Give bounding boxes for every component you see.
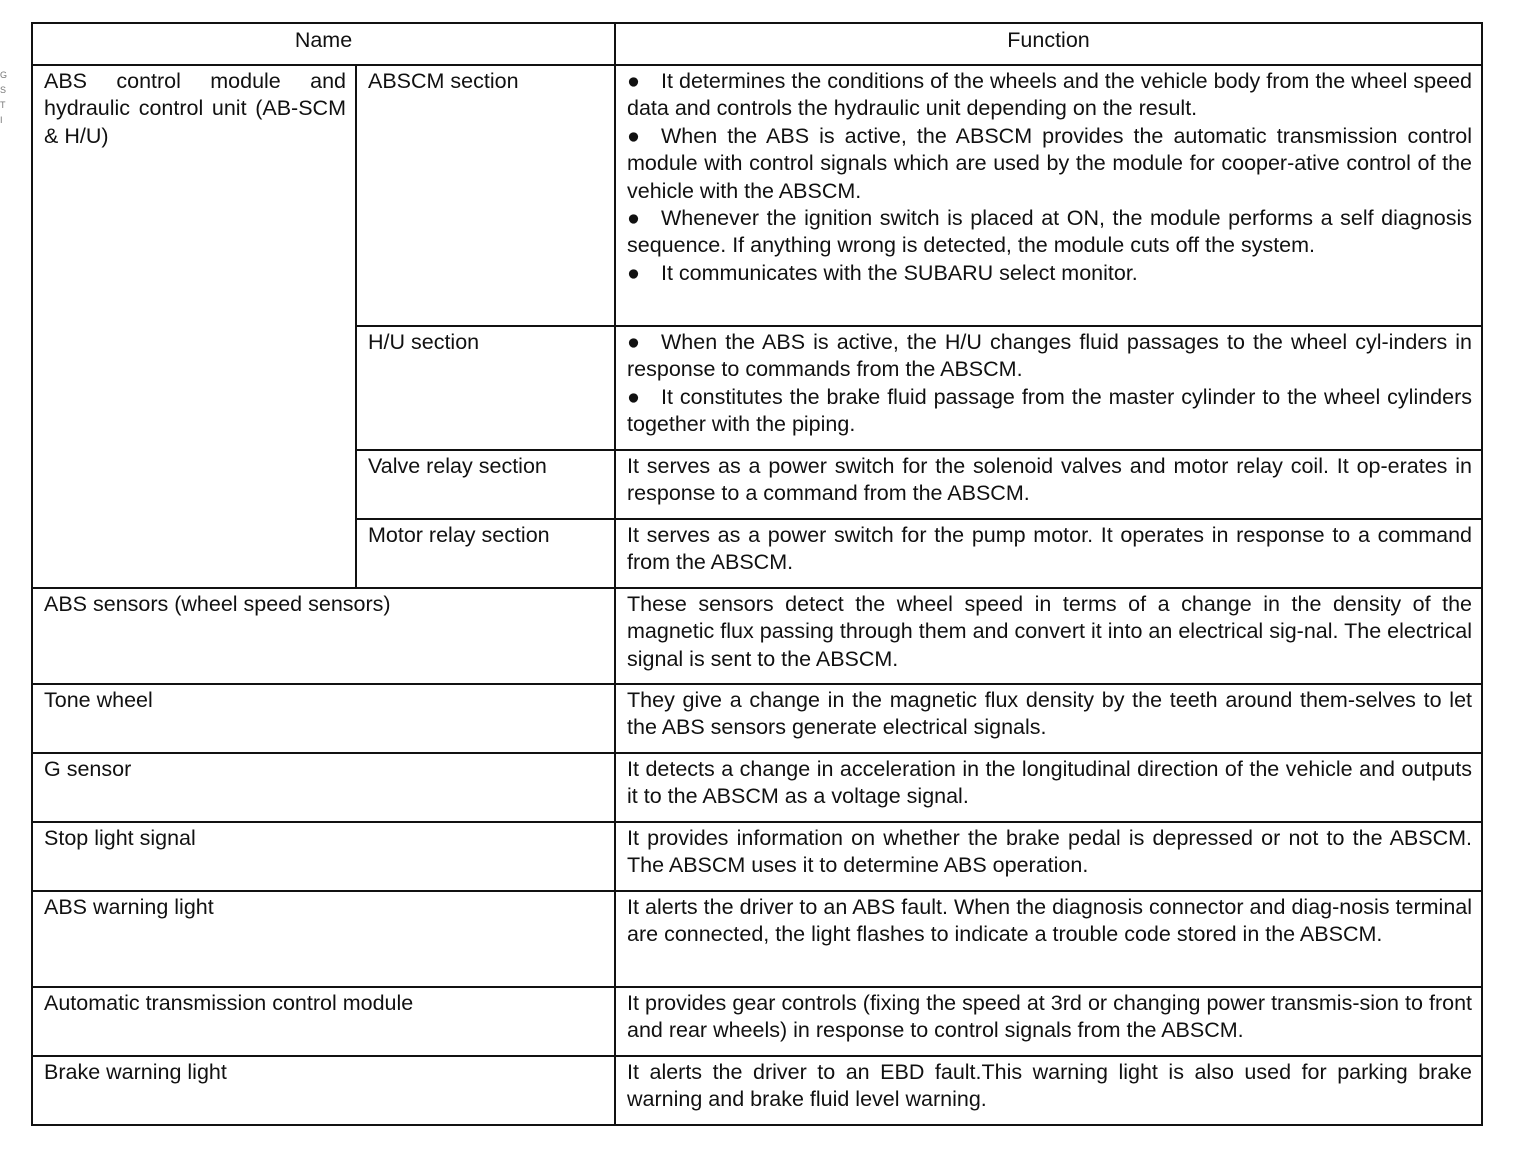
section-name: Valve relay section	[356, 450, 615, 519]
component-function: They give a change in the magnetic flux density by the teeth around them-selves to let the ABS sensors generate electrical signals.	[615, 684, 1482, 753]
section-function: It serves as a power switch for the pump motor. It operates in response to a command from the ABSCM.	[615, 519, 1482, 588]
component-name: G sensor	[32, 753, 615, 822]
table-row	[32, 753, 1482, 822]
list-item	[627, 123, 1472, 205]
table-row	[32, 822, 1482, 891]
list-item	[627, 68, 1472, 123]
bullet-icon: ●	[627, 206, 641, 231]
abs-component-table	[31, 22, 1483, 1126]
table-row	[32, 891, 1482, 987]
table-row	[32, 987, 1482, 1056]
bullet-icon: ●	[627, 330, 641, 354]
component-name: ABS sensors (wheel speed sensors)	[32, 588, 615, 684]
table-row	[32, 1056, 1482, 1125]
list-item	[627, 329, 1472, 384]
section-function	[615, 65, 1482, 326]
function-text: When the ABS is active, the ABSCM provides the automatic transmission control module with control signals which are used by the module for cooper-ative control of the vehicle with the ABSCM.	[627, 123, 1473, 203]
margin-mark: S	[0, 85, 7, 95]
function-header: Function	[615, 23, 1482, 65]
bullet-icon: ●	[627, 123, 641, 148]
name-header: Name	[32, 23, 615, 65]
component-function: These sensors detect the wheel speed in terms of a change in the density of the magnetic flux passing through them and convert it into an electrical sig-nal. The electrical signal is sent to the ABSCM.	[615, 588, 1482, 684]
component-function: It detects a change in acceleration in the longitudinal direction of the vehicle and outputs it to the ABSCM as a voltage signal.	[615, 753, 1482, 822]
function-text: It communicates with the SUBARU select monitor.	[661, 260, 1138, 285]
margin-mark: G	[0, 70, 8, 80]
section-name: ABSCM section	[356, 65, 615, 326]
table-row	[32, 588, 1482, 684]
component-function: It alerts the driver to an ABS fault. When the diagnosis connector and diag-nosis terminal are connected, the light flashes to indicate a trouble code stored in the ABSCM.	[615, 891, 1482, 987]
component-function: It provides information on whether the brake pedal is depressed or not to the ABSCM. The ABSCM uses it to determine ABS operation.	[615, 822, 1482, 891]
list-item	[627, 260, 1472, 287]
component-name: Automatic transmission control module	[32, 987, 615, 1056]
section-function: It serves as a power switch for the solenoid valves and motor relay coil. It op-erates in response to a command from the ABSCM.	[615, 450, 1482, 519]
margin-mark: I	[0, 115, 3, 125]
function-text: It determines the conditions of the wheels and the vehicle body from the wheel speed data and controls the hydraulic unit depending on the result.	[627, 69, 1473, 121]
bullet-icon: ●	[627, 69, 641, 93]
component-function: It provides gear controls (fixing the speed at 3rd or changing power transmis-sion to front and rear wheels) in response to control signals from the ABSCM.	[615, 987, 1482, 1056]
section-name: Motor relay section	[356, 519, 615, 588]
section-name: H/U section	[356, 326, 615, 450]
component-name: Stop light signal	[32, 822, 615, 891]
abs-unit-name: ABS control module and hydraulic control unit (AB-SCM & H/U)	[32, 65, 356, 588]
margin-marks	[0, 68, 8, 128]
margin-mark: T	[0, 100, 6, 110]
list-item	[627, 205, 1472, 260]
component-function: It alerts the driver to an EBD fault.This warning light is also used for parking brake warning and brake fluid level warning.	[615, 1056, 1482, 1125]
component-name: Tone wheel	[32, 684, 615, 753]
component-name: Brake warning light	[32, 1056, 615, 1125]
function-text: It constitutes the brake fluid passage from the master cylinder to the wheel cylinders together with the piping.	[627, 384, 1473, 437]
section-function	[615, 326, 1482, 450]
bullet-icon: ●	[627, 260, 641, 285]
function-text: When the ABS is active, the H/U changes fluid passages to the wheel cyl-inders in response to commands from the ABSCM.	[627, 330, 1473, 382]
list-item	[627, 384, 1472, 439]
table-row	[32, 684, 1482, 753]
header-row	[32, 23, 1482, 65]
bullet-icon: ●	[627, 384, 641, 409]
function-text: Whenever the ignition switch is placed at ON, the module performs a self diagnosis sequence. If anything wrong is detected, the module cuts off the system.	[627, 206, 1473, 258]
component-name: ABS warning light	[32, 891, 615, 987]
table-row	[32, 65, 1482, 326]
